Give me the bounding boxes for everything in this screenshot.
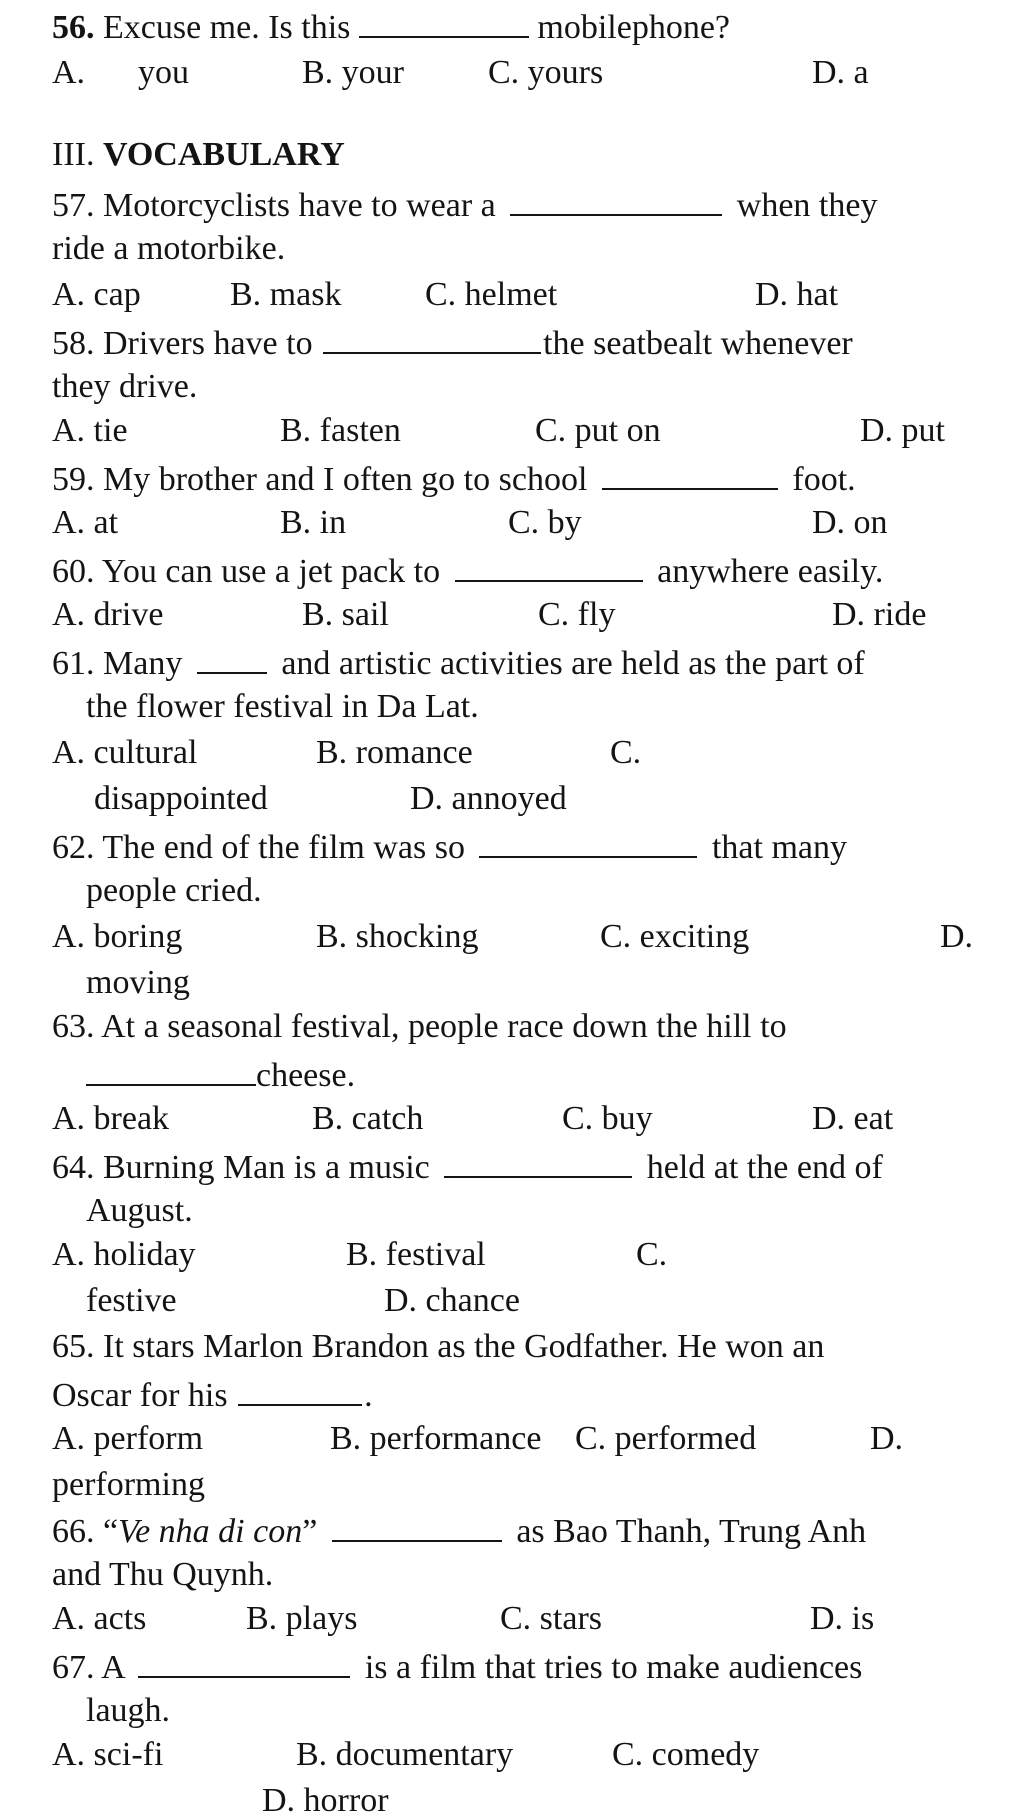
- option: D. put: [860, 412, 945, 449]
- option: festive: [86, 1282, 177, 1319]
- question-61-stem: [52, 644, 865, 681]
- option: C. fly: [538, 596, 616, 633]
- question-65-stem: 65. It stars Marlon Brandon as the Godfather. He won an: [52, 1328, 825, 1365]
- question-66-stem: [52, 1512, 866, 1549]
- question-57-stem: [52, 186, 877, 223]
- answer-blank: [138, 1648, 350, 1678]
- question-text-before: 67. A: [52, 1649, 124, 1686]
- section-heading: [52, 138, 345, 172]
- option: B. catch: [312, 1100, 424, 1137]
- question-67-stem: [52, 1648, 862, 1685]
- question-text-before: 61. Many: [52, 645, 183, 682]
- option: B. your: [302, 54, 404, 91]
- question-text-after: foot.: [792, 461, 856, 498]
- question-text-after: and artistic activities are held as the part of: [281, 645, 865, 682]
- quote-close: ”: [302, 1513, 318, 1550]
- option: D. annoyed: [410, 780, 567, 817]
- option: D. ride: [832, 596, 927, 633]
- option: A. tie: [52, 412, 128, 449]
- question-continuation: ride a motorbike.: [52, 230, 286, 267]
- option: D. is: [810, 1600, 875, 1637]
- answer-blank: [510, 186, 722, 216]
- question-56-stem: [52, 8, 730, 45]
- section-number: III.: [52, 136, 95, 173]
- question-number: 66. “: [52, 1513, 119, 1550]
- question-text-after: is a film that tries to make audiences: [364, 1649, 863, 1686]
- option: D.: [870, 1420, 904, 1457]
- question-56-number: 56.: [52, 9, 95, 46]
- option: A. sci-fi: [52, 1736, 164, 1773]
- question-text-before: 59. My brother and I often go to school: [52, 461, 588, 498]
- option: D. on: [812, 504, 888, 541]
- question-continuation: they drive.: [52, 368, 198, 405]
- question-text-after: .: [364, 1377, 373, 1414]
- option: C. performed: [575, 1420, 757, 1457]
- question-continuation: laugh.: [86, 1692, 171, 1729]
- option: A. boring: [52, 918, 183, 955]
- option: A. at: [52, 504, 119, 541]
- question-63-stem: 63. At a seasonal festival, people race down the hill to: [52, 1008, 787, 1045]
- question-text-after: as Bao Thanh, Trung Anh: [516, 1513, 867, 1550]
- option: disappointed: [94, 780, 268, 817]
- question-text-before: 60. You can use a jet pack to: [52, 553, 441, 590]
- question-continuation: people cried.: [86, 872, 262, 909]
- answer-blank: [323, 324, 541, 354]
- option: you: [138, 54, 189, 91]
- question-text-after: anywhere easily.: [657, 553, 884, 590]
- option: D. a: [812, 54, 869, 91]
- option: B. fasten: [280, 412, 401, 449]
- option: A. break: [52, 1100, 170, 1137]
- question-text-before: Oscar for his: [52, 1377, 228, 1414]
- question-text-before: 64. Burning Man is a music: [52, 1149, 430, 1186]
- question-text-before: 62. The end of the film was so: [52, 829, 465, 866]
- option: A. cap: [52, 276, 141, 313]
- option: D. horror: [262, 1782, 389, 1819]
- option: C.: [610, 734, 642, 771]
- answer-blank: [455, 552, 643, 582]
- option: C. yours: [488, 54, 604, 91]
- question-65-continuation: [52, 1376, 373, 1413]
- option: A.: [52, 54, 86, 91]
- answer-blank: [332, 1512, 502, 1542]
- question-text-after: when they: [736, 187, 878, 224]
- option: D. eat: [812, 1100, 894, 1137]
- option: A. perform: [52, 1420, 204, 1457]
- option: A. holiday: [52, 1236, 196, 1273]
- option: B. documentary: [296, 1736, 514, 1773]
- question-text-after: cheese.: [256, 1057, 356, 1094]
- question-text-after: held at the end of: [646, 1149, 883, 1186]
- option: C. helmet: [425, 276, 558, 313]
- question-continuation: the flower festival in Da Lat.: [86, 688, 479, 725]
- option: C. comedy: [612, 1736, 760, 1773]
- answer-blank: [444, 1148, 632, 1178]
- section-title: VOCABULARY: [102, 136, 345, 173]
- question-text-after: that many: [711, 829, 847, 866]
- option: D. chance: [384, 1282, 520, 1319]
- question-58-stem: [52, 324, 853, 361]
- option: C. buy: [562, 1100, 653, 1137]
- answer-blank: [197, 644, 267, 674]
- question-continuation: and Thu Quynh.: [52, 1556, 274, 1593]
- question-text-before: 58. Drivers have to: [52, 325, 313, 362]
- option: B. plays: [246, 1600, 358, 1637]
- question-56-text-after: mobilephone?: [537, 9, 731, 46]
- answer-blank: [479, 828, 697, 858]
- question-text-after: the seatbealt whenever: [543, 325, 853, 362]
- option: B. shocking: [316, 918, 479, 955]
- option: B. mask: [230, 276, 342, 313]
- option: B. performance: [330, 1420, 542, 1457]
- option: performing: [52, 1466, 205, 1503]
- question-56-text-before: Excuse me. Is this: [103, 9, 351, 46]
- option: C. put on: [535, 412, 661, 449]
- answer-blank: [359, 8, 529, 38]
- question-64-stem: [52, 1148, 883, 1185]
- option: B. in: [280, 504, 347, 541]
- option: B. sail: [302, 596, 389, 633]
- question-60-stem: [52, 552, 883, 589]
- answer-blank: [86, 1056, 256, 1086]
- question-59-stem: [52, 460, 856, 497]
- option: C. stars: [500, 1600, 602, 1637]
- question-62-stem: [52, 828, 847, 865]
- question-text-before: 57. Motorcyclists have to wear a: [52, 187, 496, 224]
- film-title: Ve nha di con: [118, 1513, 303, 1550]
- question-continuation: August.: [86, 1192, 193, 1229]
- option: B. romance: [316, 734, 473, 771]
- option: C.: [636, 1236, 668, 1273]
- answer-blank: [238, 1376, 362, 1406]
- option: C. by: [508, 504, 582, 541]
- option: D. hat: [755, 276, 839, 313]
- answer-blank: [602, 460, 778, 490]
- option: A. cultural: [52, 734, 198, 771]
- option: D.: [940, 918, 974, 955]
- option: B. festival: [346, 1236, 486, 1273]
- option: C. exciting: [600, 918, 750, 955]
- question-63-continuation: [86, 1056, 355, 1093]
- option: A. acts: [52, 1600, 147, 1637]
- option: A. drive: [52, 596, 164, 633]
- option: moving: [86, 964, 190, 1001]
